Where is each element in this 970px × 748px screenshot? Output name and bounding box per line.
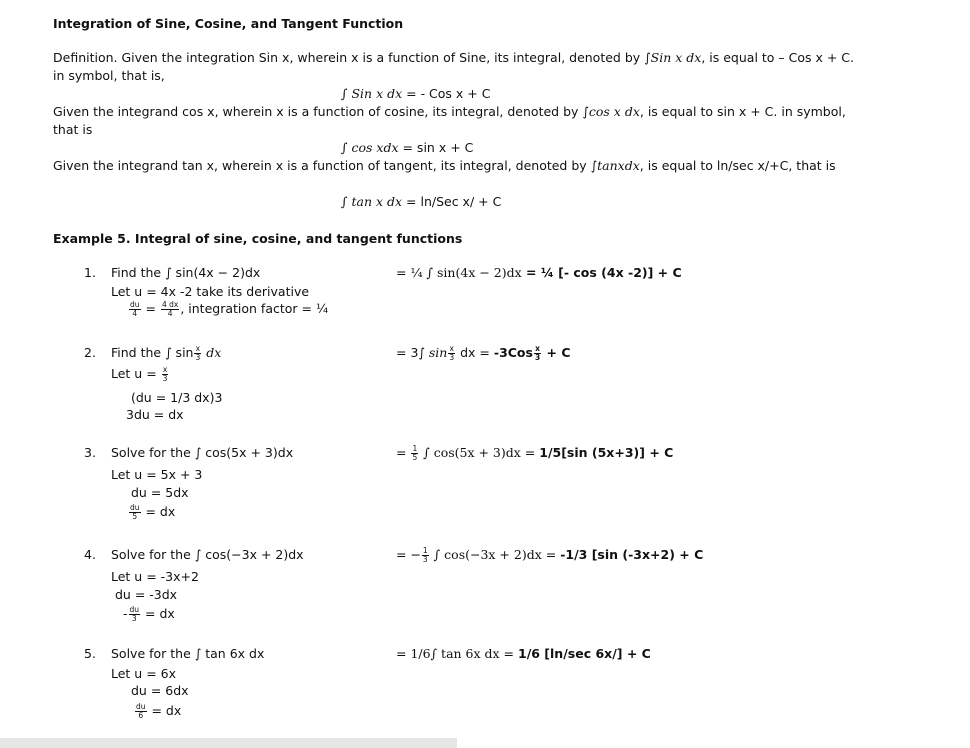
definition-text: Definition. Given the integration Sin x, wherein x is a function of Sine, its integral, denoted by ∫ — [53, 50, 651, 65]
item-3-step-2: du = 5dx — [131, 485, 189, 500]
math-inline: Sin x dx — [650, 50, 702, 65]
item-number: 3. — [84, 445, 96, 460]
item-5-step-1: Let u = 6x — [111, 666, 177, 681]
item-1-step-2 — [128, 300, 328, 318]
fraction: $\frac{x}{3}$ — [449, 344, 455, 362]
fraction: $\frac{du}{4}$ — [130, 300, 140, 318]
math-inline: tanxdx — [597, 158, 640, 173]
item-5-answer: = 1/6∫ tan 6x dx = 1/6 [ln/sec 6x/] + C — [396, 646, 651, 661]
definition-line-1 — [53, 49, 854, 66]
item-number: 4. — [84, 547, 96, 562]
formula-tan — [341, 193, 501, 210]
fraction: $\frac{1}{3}$ — [422, 546, 428, 564]
item-4-step-3: - $\frac{du}{3}$ = dx — [123, 605, 175, 623]
example-heading: Example 5. Integral of sine, cosine, and tangent functions — [53, 231, 463, 246]
step-text: , integration factor = ¼ — [180, 301, 329, 316]
definition-line-3 — [53, 103, 846, 120]
answer-result: 1/5[sin (5x+3)] + C — [539, 445, 674, 460]
item-1-problem: Find the ∫ sin(4x − 2)dx — [111, 265, 261, 280]
definition-text: Given the integrand cos x, wherein x is a function of cosine, its integral, denoted by ∫ — [53, 104, 589, 119]
formula-sin — [341, 85, 490, 102]
answer-math: = ¼ ∫ sin(4x − 2)dx — [396, 265, 522, 280]
item-3-step-3: $\frac{du}{5}$ = dx — [130, 503, 176, 521]
definition-text: , is equal to – Cos x + C. — [701, 50, 855, 65]
item-number: 1. — [84, 265, 96, 280]
fraction: $\frac{1}{5}$ — [412, 444, 418, 462]
definition-line-4: that is — [53, 122, 93, 137]
definition-line-5 — [53, 157, 836, 174]
math-inline: ∫ Sin x dx — [341, 86, 403, 101]
item-5-problem: Solve for the ∫ tan 6x dx — [111, 646, 265, 661]
fraction: $\frac{4 dx}{4}$ — [161, 300, 179, 318]
item-5-step-3: $\frac{du}{6}$ = dx — [136, 702, 182, 720]
item-4-step-2: du = -3dx — [115, 587, 178, 602]
item-3-problem: Solve for the ∫ cos(5x + 3)dx — [111, 445, 294, 460]
fraction: $\frac{du}{3}$ — [129, 605, 140, 623]
item-4-problem: Solve for the ∫ cos(−3x + 2)dx — [111, 547, 304, 562]
item-2-step-3: 3du = dx — [126, 407, 184, 422]
definition-text: , is equal to sin x + C. in symbol, — [639, 104, 846, 119]
fraction: $\frac{x}{3}$ — [162, 365, 168, 383]
fraction: $\frac{du}{5}$ — [130, 503, 140, 521]
answer-result: 1/6 [ln/sec 6x/] + C — [518, 646, 651, 661]
definition-line-2: in symbol, that is, — [53, 68, 165, 83]
item-2-answer: = 3∫ sin $\frac{x}{3}$ dx = -3Cos $\frac{x}{3}$ + C — [396, 344, 571, 362]
definition-text: Given the integrand tan x, wherein x is a function of tangent, its integral, denoted by ∫ — [53, 158, 598, 173]
fraction: $\frac{du}{6}$ — [136, 702, 146, 720]
math-inline: ∫ cos xdx — [341, 140, 399, 155]
item-5-step-2: du = 6dx — [131, 683, 189, 698]
fraction: $\frac{x}{3}$ — [534, 344, 541, 362]
formula-result: = ln/Sec x/ + C — [402, 194, 502, 209]
item-1-step-1: Let u = 4x -2 take its derivative — [111, 284, 310, 299]
item-4-step-1: Let u = -3x+2 — [111, 569, 199, 584]
formula-result: = - Cos x + C — [402, 86, 491, 101]
equals: = — [145, 301, 156, 316]
math-inline: cos x dx — [588, 104, 640, 119]
item-4-answer: = − $\frac{1}{3}$ ∫ cos(−3x + 2)dx = -1/3 [sin (-3x+2) + C — [396, 546, 704, 564]
answer-result: = ¼ [- cos (4x -2)] + C — [521, 265, 682, 280]
item-2-step-1: Let u = $\frac{x}{3}$ — [111, 365, 168, 383]
page-title: Integration of Sine, Cosine, and Tangent Function — [53, 16, 404, 31]
formula-result: = sin x + C — [398, 140, 474, 155]
item-3-step-1: Let u = 5x + 3 — [111, 467, 203, 482]
definition-text: , is equal to ln/sec x/+C, that is — [639, 158, 836, 173]
item-number: 2. — [84, 345, 96, 360]
item-2-problem: Find the ∫ sin $\frac{x}{3}$ dx — [111, 344, 222, 362]
answer-result: -3Cos — [493, 345, 533, 360]
item-number: 5. — [84, 646, 96, 661]
item-3-answer: = $\frac{1}{5}$ ∫ cos(5x + 3)dx = 1/5[sin (5x+3)] + C — [396, 444, 674, 462]
item-2-step-2: (du = 1/3 dx)3 — [131, 390, 223, 405]
formula-cos — [341, 139, 473, 156]
math-inline: ∫ tan x dx — [341, 194, 403, 209]
item-1-answer — [396, 264, 682, 281]
fraction: $\frac{x}{3}$ — [195, 344, 201, 362]
answer-result: -1/3 [sin (-3x+2) + C — [560, 547, 704, 562]
page-bottom-bar — [0, 738, 457, 748]
